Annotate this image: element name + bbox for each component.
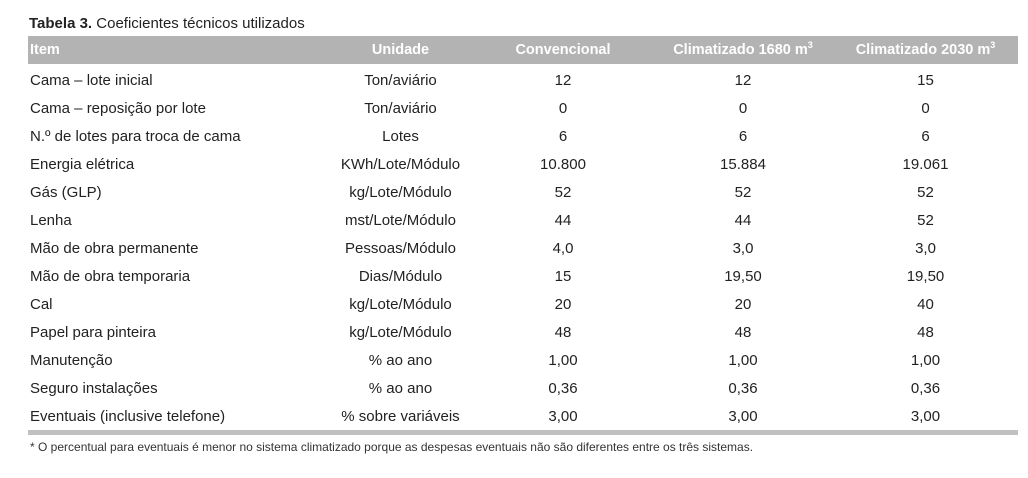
cell-item: Mão de obra permanente	[30, 240, 199, 257]
cell-item: Papel para pinteira	[30, 324, 156, 341]
footnote: * O percentual para eventuais é menor no sistema climatizado porque as despesas eventuais não são diferentes entre os três sistemas.	[30, 440, 754, 454]
table-row	[28, 148, 1018, 176]
cell-unidade: kg/Lote/Módulo	[349, 324, 452, 341]
cell-item: Gás (GLP)	[30, 184, 102, 201]
cell-unidade: % sobre variáveis	[341, 408, 460, 425]
cell-convencional: 48	[554, 324, 572, 341]
cell-convencional: 0	[558, 100, 568, 117]
table-row	[28, 120, 1018, 148]
cell-climatizado-1680: 52	[734, 184, 752, 201]
cell-climatizado-1680: 12	[734, 72, 752, 89]
cell-unidade: kg/Lote/Módulo	[349, 184, 452, 201]
cell-convencional: 15	[554, 268, 572, 285]
cell-climatizado-1680: 48	[734, 324, 752, 341]
cell-climatizado-2030: 48	[917, 324, 934, 341]
cell-convencional: 10.800	[540, 156, 586, 173]
cell-unidade: Pessoas/Módulo	[345, 240, 456, 257]
header-convencional: Convencional	[515, 42, 611, 58]
cell-climatizado-1680: 3,0	[732, 240, 754, 257]
cell-item: Manutenção	[30, 352, 113, 369]
table-container	[28, 14, 1018, 455]
cell-unidade: kg/Lote/Módulo	[349, 296, 452, 313]
cell-convencional: 6	[558, 128, 568, 145]
cell-convencional: 20	[554, 296, 572, 313]
cell-convencional: 1,00	[548, 352, 578, 369]
cell-climatizado-2030: 52	[917, 212, 934, 229]
header-climatizado-1680-text: Climatizado 1680 m	[673, 42, 808, 58]
table-caption	[28, 14, 1018, 36]
cell-climatizado-2030: 6	[921, 128, 930, 145]
cell-unidade: Ton/aviário	[364, 72, 437, 89]
cell-climatizado-2030: 40	[917, 296, 934, 313]
table-row	[28, 344, 1018, 372]
cell-unidade: KWh/Lote/Módulo	[340, 156, 461, 173]
table-bottom-rule	[28, 430, 1018, 435]
cell-climatizado-2030: 3,00	[910, 408, 941, 425]
cell-climatizado-2030: 52	[917, 184, 934, 201]
cell-climatizado-1680: 15.884	[720, 156, 766, 173]
caption-label: Tabela 3.	[29, 15, 93, 32]
cell-item: Lenha	[30, 212, 72, 229]
header-item: Item	[30, 42, 60, 58]
header-climatizado-2030	[833, 36, 1018, 64]
cell-climatizado-2030: 0	[921, 100, 930, 117]
cell-climatizado-1680: 3,00	[728, 408, 758, 425]
cell-climatizado-2030: 15	[917, 72, 934, 89]
cell-climatizado-2030: 19,50	[906, 268, 945, 285]
table-row	[28, 288, 1018, 316]
cell-convencional: 44	[554, 212, 572, 229]
coefficients-table	[28, 36, 1018, 428]
cell-item: Eventuais (inclusive telefone)	[30, 408, 226, 425]
cell-climatizado-1680: 19,50	[724, 268, 762, 285]
cell-item: Seguro instalações	[30, 380, 158, 397]
cell-unidade: % ao ano	[368, 352, 433, 369]
cell-climatizado-1680: 6	[738, 128, 748, 145]
cell-unidade: mst/Lote/Módulo	[345, 212, 456, 229]
cell-climatizado-1680: 1,00	[728, 352, 758, 369]
cell-unidade: Dias/Módulo	[358, 268, 443, 285]
table-row	[28, 400, 1018, 428]
cell-convencional: 12	[554, 72, 572, 89]
cell-convencional: 0,36	[548, 380, 578, 397]
header-climatizado-2030-text: Climatizado 2030 m	[855, 42, 991, 58]
table-row	[28, 92, 1018, 120]
table-row	[28, 176, 1018, 204]
cell-item: Cal	[30, 296, 53, 313]
table-row	[28, 372, 1018, 400]
cell-item: Energia elétrica	[30, 156, 135, 173]
cell-climatizado-1680: 0,36	[728, 380, 758, 397]
cell-climatizado-2030: 1,00	[910, 352, 941, 369]
cell-item: N.º de lotes para troca de cama	[30, 128, 241, 145]
cell-item: Cama – lote inicial	[30, 72, 153, 89]
superscript-3: 3	[807, 40, 813, 51]
cell-unidade: Lotes	[382, 128, 419, 145]
cell-item: Cama – reposição por lote	[30, 100, 206, 117]
cell-convencional: 3,00	[548, 408, 578, 425]
table-row	[28, 260, 1018, 288]
cell-climatizado-1680: 44	[734, 212, 752, 229]
cell-climatizado-1680: 20	[734, 296, 752, 313]
caption-text: Coeficientes técnicos utilizados	[96, 15, 305, 32]
cell-climatizado-2030: 0,36	[910, 380, 941, 397]
table-row	[28, 204, 1018, 232]
cell-convencional: 52	[554, 184, 572, 201]
cell-item: Mão de obra temporaria	[30, 268, 191, 285]
header-row	[28, 36, 1018, 64]
cell-unidade: Ton/aviário	[364, 100, 437, 117]
table-row	[28, 232, 1018, 260]
header-unidade: Unidade	[371, 42, 430, 58]
cell-climatizado-2030: 19.061	[902, 156, 949, 173]
superscript-3: 3	[990, 40, 996, 51]
cell-climatizado-2030: 3,0	[915, 240, 936, 257]
cell-climatizado-1680: 0	[738, 100, 748, 117]
cell-unidade: % ao ano	[368, 380, 433, 397]
table-row	[28, 64, 1018, 92]
header-climatizado-1680	[653, 36, 833, 64]
table-row	[28, 316, 1018, 344]
cell-convencional: 4,0	[552, 240, 574, 257]
